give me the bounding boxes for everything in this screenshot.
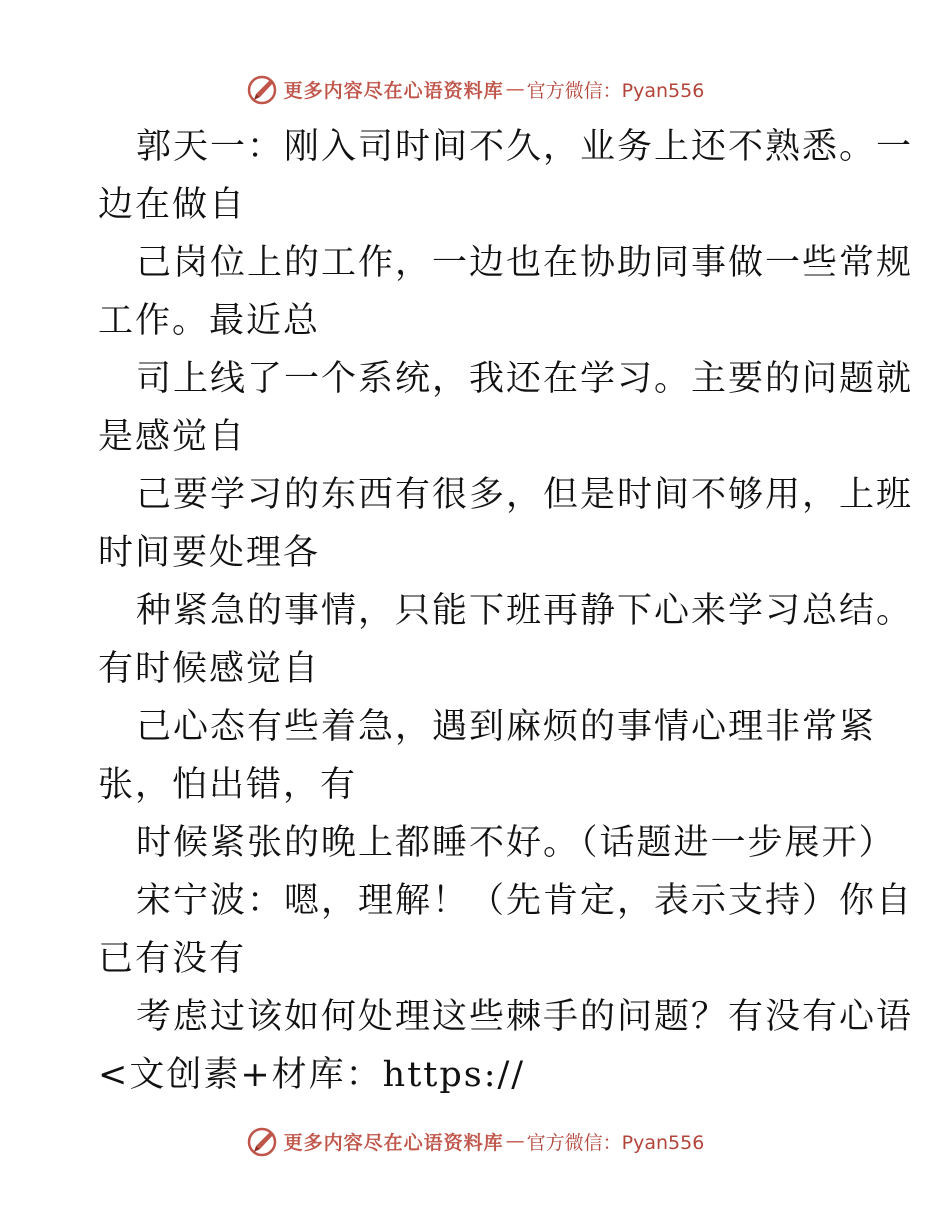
header-wechat-text: 官方微信：Pyan556 [526,79,705,102]
text-line-14: 宋宁波：嗯，理解！（先肯定，表示支持）你自 [136,881,914,921]
footer-separator: — [505,1130,525,1152]
text-line-17: <文创素+材库：https:// [98,1055,526,1095]
text-line-5: 司上线了一个系统，我还在学习。主要的问题就 [136,359,914,399]
pen-logo-icon [246,72,280,106]
text-line-7: 己要学习的东西有很多，但是时间不够用，上班 [136,475,914,515]
text-line-11: 己心态有些着急，遇到麻烦的事情心理非常紧 [136,707,877,747]
text-line-9: 种紧急的事情，只能下班再静下心来学习总结。 [136,591,914,631]
document-body [98,118,914,1104]
text-line-13: 时候紧张的晚上都睡不好。（话题进一步展开） [136,823,896,863]
page-header-watermark [0,72,950,106]
header-separator: — [505,78,525,100]
text-line-4: 工作。最近总 [98,301,321,341]
text-line-1: 郭天一：刚入司时间不久，业务上还不熟悉。一 [136,127,914,167]
text-line-15: 已有没有 [98,939,247,979]
text-line-16: 考虑过该如何处理这些棘手的问题？有没有心语 [136,997,914,1037]
text-line-10: 有时候感觉自 [98,649,321,689]
header-brand-text: 更多内容尽在心语资料库 [283,79,504,102]
footer-brand-text: 更多内容尽在心语资料库 [283,1131,504,1154]
footer-wechat-text: 官方微信：Pyan556 [526,1131,705,1154]
text-line-8: 时间要处理各 [98,533,321,573]
page-footer-watermark [0,1124,950,1158]
text-line-12: 张，怕出错，有 [98,765,358,805]
text-line-3: 己岗位上的工作，一边也在协助同事做一些常规 [136,243,914,283]
pen-logo-icon [246,1124,280,1158]
text-line-6: 是感觉自 [98,417,247,457]
text-line-2: 边在做自 [98,185,247,225]
